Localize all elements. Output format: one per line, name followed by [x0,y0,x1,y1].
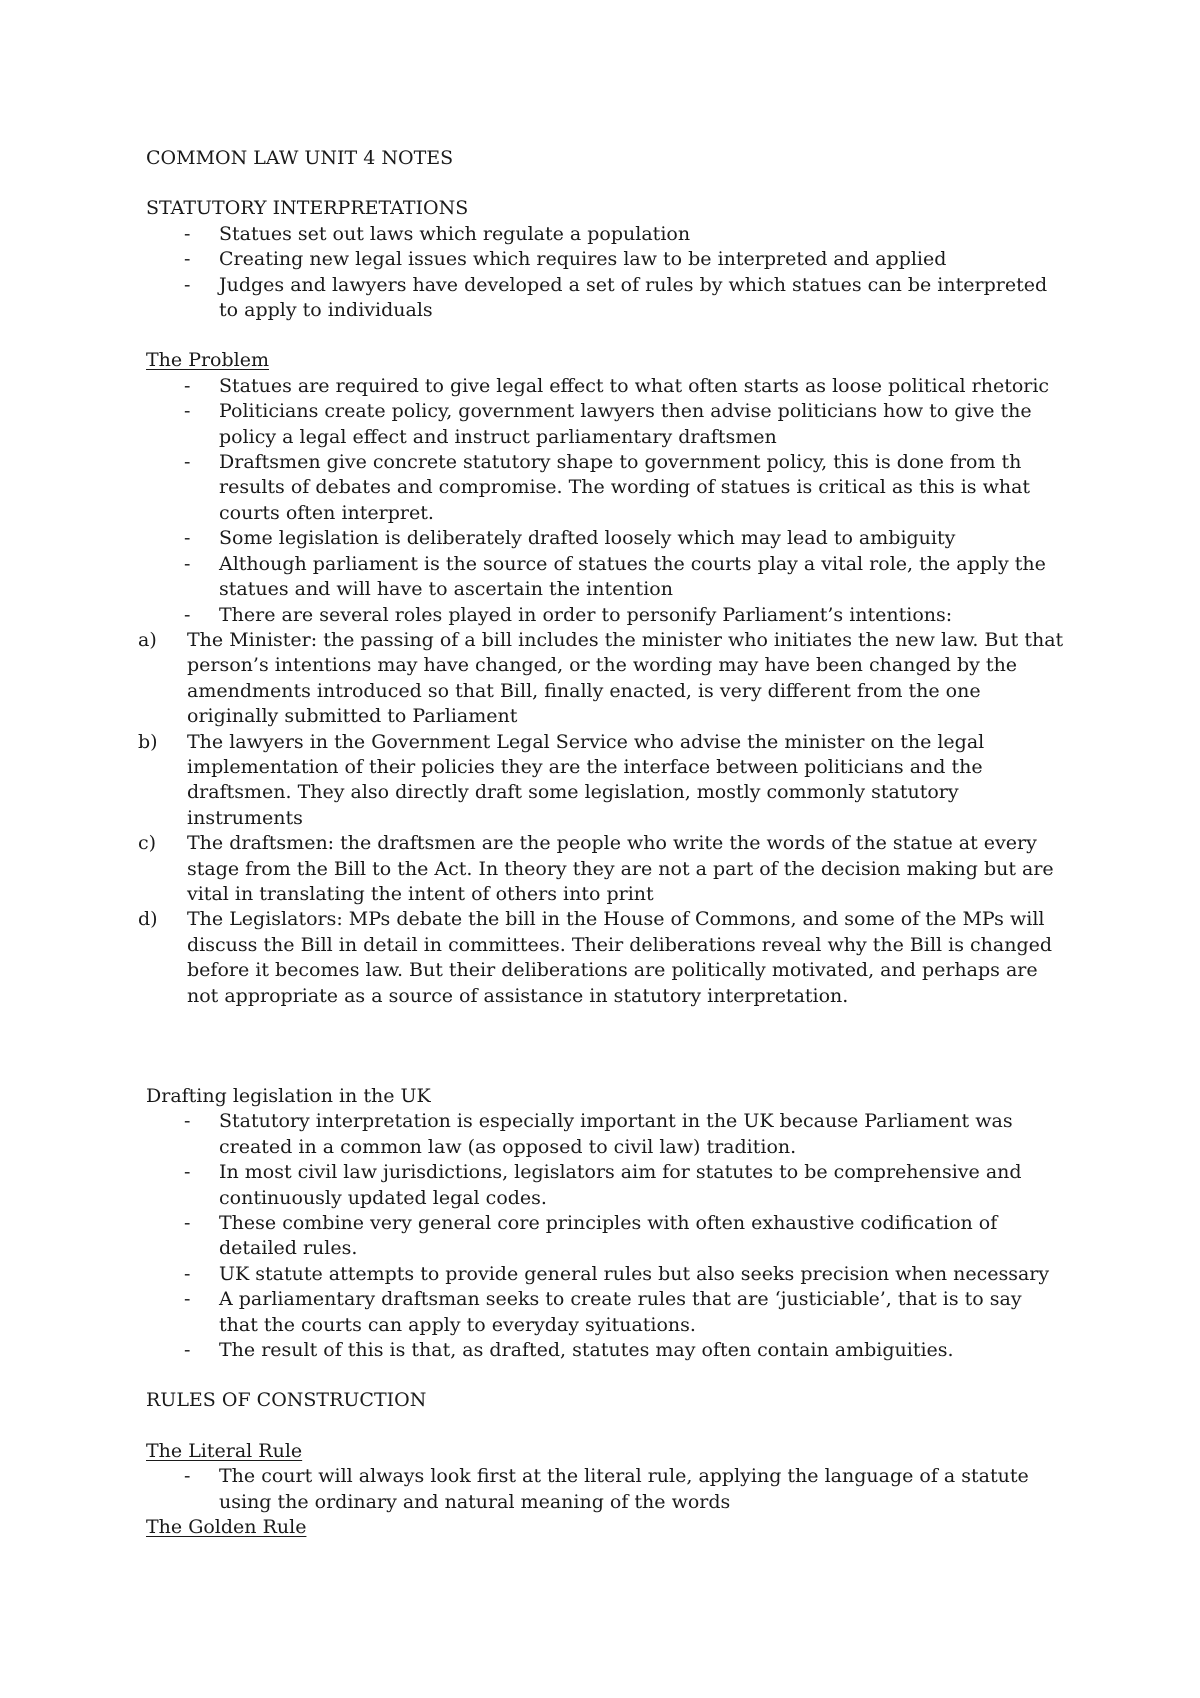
drafting-heading: Drafting legislation in the UK [146,1085,431,1107]
role-text: The draftsmen: the draftsmen are the people who write the words of the statue at every stage from the Bill to the Act. In theory they are not a part of the decision making but are vital in translating the intent of others into print [187,832,1054,905]
list-item: - The result of this is that, as drafted, statutes may often contain ambiguities. [146,1338,1066,1363]
construction-heading: RULES OF CONSTRUCTION [146,1389,427,1412]
role-item [138,907,1066,1009]
literal-rule-heading: The Literal Rule [146,1439,303,1462]
role-text: The lawyers in the Government Legal Service who advise the minister on the legal implementation of their policies they are the interface between politicians and the draftsmen. They also directly draft some legislation, mostly commonly statutory instruments [187,730,985,829]
role-marker: d) [138,908,158,931]
role-text: The Minister: the passing of a bill includes the minister who initiates the new law. But that person’s intentions may have changed, or the wording may have been changed by the amendments introduced so that Bill, finally enacted, is very different from the one originally submitted to Parliament [187,628,1064,728]
role-marker: a) [138,628,157,651]
role-text: The Legislators: MPs debate the bill in the House of Commons, and some of the MPs will discuss the Bill in detail in committees. Their deliberations reveal why the Bill is changed before it becomes law. But their deliberations are politically motivated, and perhaps are not appropriate as a source of assistance in statutory interpretation. [187,908,1053,1007]
role-marker: c) [138,832,157,855]
literal-rule-bullet-list [146,1464,1066,1515]
roles-list [138,628,1066,1009]
role-item [138,628,1066,730]
document-page [138,146,1066,1541]
role-item [138,831,1066,907]
list-item: - Draftsmen give concrete statutory shape to government policy, this is done from th results of debates and compromise. The wording of statues is critical as this is what courts often interpret. [146,450,1066,526]
list-item: - Statutory interpretation is especially important in the UK because Parliament was created in a common law (as opposed to civil law) tradition. [146,1109,1066,1160]
role-marker: b) [138,730,158,753]
list-item: - A parliamentary draftsman seeks to create rules that are ‘justiciable’, that is to say that the courts can apply to everyday syituations. [146,1287,1066,1338]
list-item: - Creating new legal issues which requires law to be interpreted and applied [146,247,1066,272]
list-item: - Statues set out laws which regulate a population [146,222,1066,247]
drafting-bullet-list [146,1109,1066,1363]
list-item: - Although parliament is the source of statues the courts play a vital role, the apply the statues and will have to ascertain the intention [146,552,1066,603]
statutory-bullet-list [146,222,1066,324]
list-item: - Statues are required to give legal effect to what often starts as loose political rhetoric [146,374,1066,399]
problem-bullet-list [146,374,1066,628]
role-item [138,730,1066,832]
list-item: - Judges and lawyers have developed a set of rules by which statues can be interpreted to apply to individuals [146,273,1066,324]
list-item: - Politicians create policy, government lawyers then advise politicians how to give the policy a legal effect and instruct parliamentary draftsmen [146,399,1066,450]
list-item: - UK statute attempts to provide general rules but also seeks precision when necessary [146,1262,1066,1287]
problem-heading: The Problem [146,349,269,372]
document-title: COMMON LAW UNIT 4 NOTES [146,147,454,169]
list-item: - In most civil law jurisdictions, legislators aim for statutes to be comprehensive and continuously updated legal codes. [146,1160,1066,1211]
golden-rule-heading: The Golden Rule [146,1516,307,1539]
list-item: - Some legislation is deliberately drafted loosely which may lead to ambiguity [146,526,1066,551]
list-item: - There are several roles played in order to personify Parliament’s intentions: [146,603,1066,628]
list-item: - These combine very general core principles with often exhaustive codification of detailed rules. [146,1211,1066,1262]
statutory-heading: STATUTORY INTERPRETATIONS [146,197,469,220]
list-item: - The court will always look first at the literal rule, applying the language of a statute using the ordinary and natural meaning of the words [146,1464,1066,1515]
